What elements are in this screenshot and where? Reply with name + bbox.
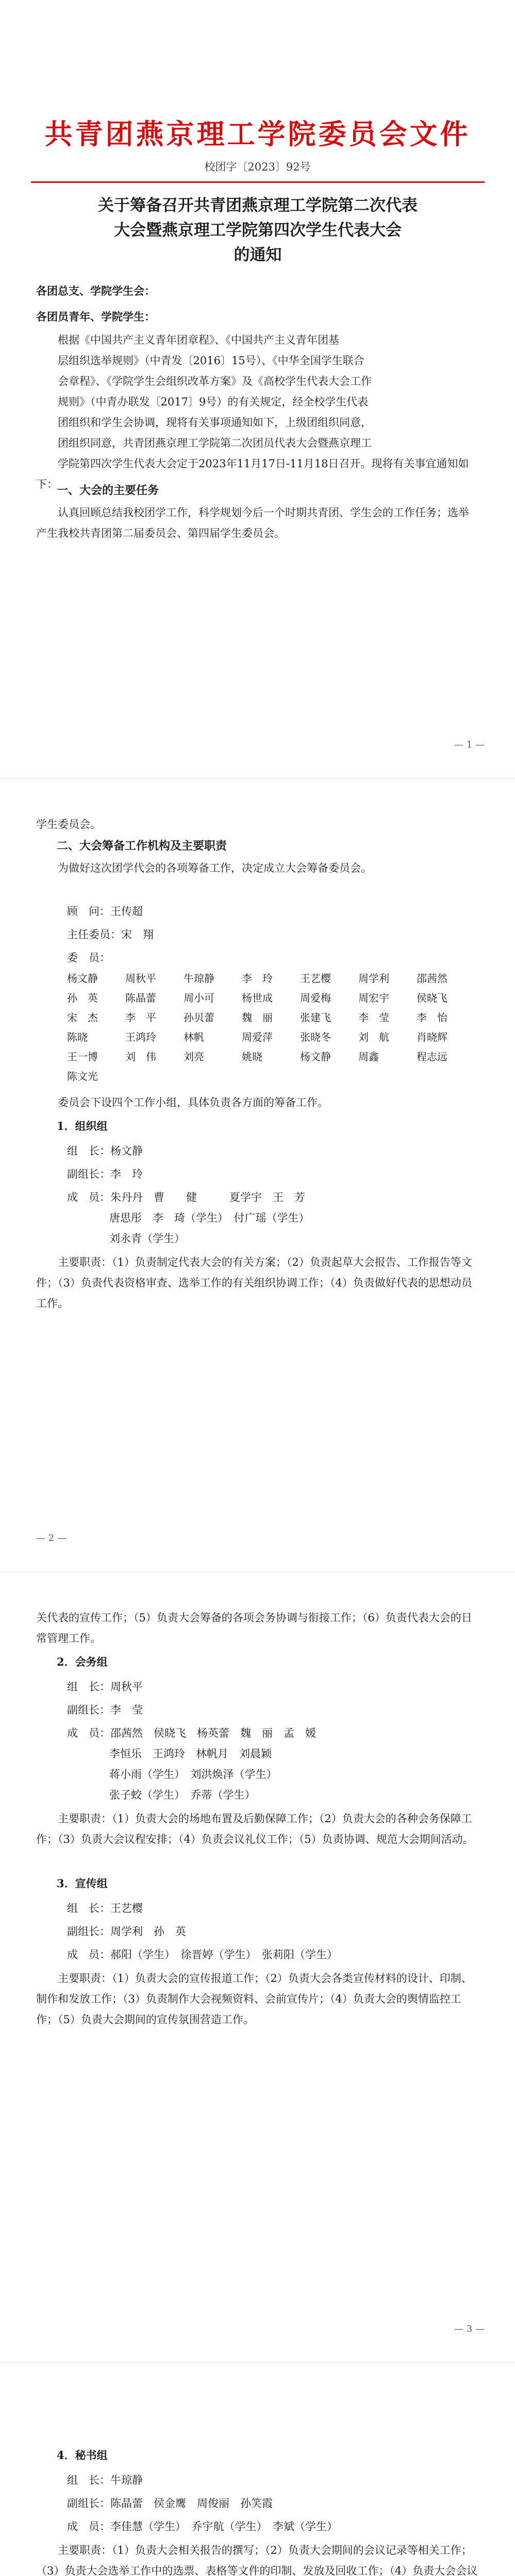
document-header-title: 共青团燕京理工学院委员会文件 <box>44 118 471 150</box>
committee-member: 刘 伟 <box>125 1050 156 1063</box>
group-3-deputy: 周学利 孙 英 <box>110 1925 186 1938</box>
committee-member: 姚晓 <box>242 1050 262 1063</box>
group-1-members-label: 成 员： <box>67 1191 110 1204</box>
committee-member: 李 平 <box>125 1011 156 1024</box>
director-label: 主任委员： <box>67 928 121 941</box>
group-3-members-line-1: 郝阳（学生） 徐晋婷（学生） 张莉阳（学生） <box>110 1948 338 1961</box>
group-1-deputy: 李 玲 <box>110 1168 143 1180</box>
committee-member: 王鸿玲 <box>125 1031 156 1043</box>
page-divider <box>0 2362 515 2363</box>
committee-member: 周鑫 <box>358 1050 379 1063</box>
committee-advisor-row <box>67 902 143 921</box>
group-2-deputy: 李 莹 <box>110 1704 143 1716</box>
committee-member: 陈文光 <box>67 1070 98 1082</box>
group-2-duties: 主要职责：（1）负责大会的场地布置及后勤保障工作；（2）负责大会的各种会务保障工作；（3）负责大会议程安排；（4）负责会议礼仪工作；（5）负责协调、规范大会期间活动。 <box>36 1812 474 1845</box>
section-2-title: 二、大会筹备工作机构及主要职责 <box>57 839 227 853</box>
committee-member: 王艺樱 <box>300 972 331 985</box>
group-2-deputy-row <box>67 1700 143 1720</box>
group-4-leader-label: 组 长： <box>67 2474 110 2486</box>
page-number-2: — 2 — <box>36 1533 67 1544</box>
document-number: 校团字〔2023〕92号 <box>204 161 311 173</box>
committee-member: 肖晓辉 <box>417 1031 447 1043</box>
group-1-members-row <box>67 1188 305 1207</box>
committee-member: 王一博 <box>67 1050 98 1063</box>
intro-paragraph <box>36 330 479 495</box>
committee-director-row <box>67 925 154 944</box>
committee-note: 委员会下设四个工作小组，具体负责各方面的筹备工作。 <box>58 1096 328 1109</box>
committee-member: 周爱梅 <box>300 992 331 1004</box>
group-3-leader-label: 组 长： <box>67 1902 110 1914</box>
intro-line: 规则》（中青办联发〔2017〕9号）的有关规定，经全校学生代表 <box>58 396 369 408</box>
group-4-deputy-label: 副组长： <box>67 2497 110 2510</box>
committee-member: 周小可 <box>184 992 214 1004</box>
page-divider <box>0 778 515 779</box>
group-2-members-line-4: 张子蛟（学生） 乔蒂（学生） <box>109 1789 256 1801</box>
committee-member: 张晓冬 <box>300 1031 331 1043</box>
group-1-leader-label: 组 长： <box>67 1145 110 1157</box>
group-3-deputy-label: 副组长： <box>67 1925 110 1938</box>
committee-member: 周爱萍 <box>242 1031 273 1043</box>
committee-member: 李 怡 <box>417 1011 447 1024</box>
committee-member: 陈晓 <box>67 1031 88 1043</box>
salutation-2: 各团员青年、学院学生： <box>36 310 155 323</box>
committee-member: 侯晓飞 <box>417 992 447 1004</box>
committee-member: 牛琼静 <box>184 972 214 985</box>
page-number-3: — 3 — <box>454 2324 485 2334</box>
group-4-duties: 主要职责：（1）负责大会相关报告的撰写；（2）负责大会期间的会议记录等相关工作；（3）负责大会选举工作中的选票、表格等文件的印制、发放及回收工作；（4）负责大会会议 <box>36 2544 478 2576</box>
group-3-members-label: 成 员： <box>67 1948 110 1961</box>
intro-line: 团组织和学生会协调，现将有关事项通知如下，上级团组织同意， <box>58 416 372 429</box>
group-2-members-line-1: 邵茜然 侯晓飞 杨英蕾 魏 丽 孟 媛 <box>110 1727 316 1739</box>
group-2-members-row <box>67 1723 316 1743</box>
group-1-duties: 主要职责：（1）负责制定代表大会的有关方案；（2）负责起草大会报告、工作报告等文件；（3）负责代表资格审查、选举工作的有关组织协调工作；（4）负责做好代表的思想动员工作。 <box>36 1256 472 1310</box>
group-1-duties-continued: 关代表的宣传工作；（5）负责大会筹备的各项会务协调与衔接工作；（6）负责代表大会的日常管理工作。 <box>36 1612 472 1645</box>
committee-member: 周学利 <box>358 972 389 985</box>
committee-member: 刘亮 <box>184 1050 204 1063</box>
group-3-members-row <box>67 1945 338 1964</box>
group-4-leader: 牛琼静 <box>110 2474 143 2486</box>
notice-title-line-1: 关于筹备召开共青团燕京理工学院第二次代表 <box>98 196 418 215</box>
group-3-deputy-row <box>67 1922 186 1941</box>
group-1-deputy-row <box>67 1164 143 1184</box>
intro-line: 团组织同意，共青团燕京理工学院第二次团员代表大会暨燕京理工 <box>58 437 372 449</box>
group-1-deputy-label: 副组长： <box>67 1168 110 1180</box>
committee-member: 周秋平 <box>125 972 156 985</box>
page-number-1: — 1 — <box>454 739 485 750</box>
committee-member: 孙 英 <box>67 992 98 1004</box>
group-4-members-row <box>67 2517 338 2536</box>
group-3-title: 3．宣传组 <box>57 1877 108 1890</box>
committee-members-label: 委 员： <box>67 952 110 964</box>
committee-member: 魏 丽 <box>242 1011 273 1024</box>
committee-member: 李 玲 <box>242 972 273 985</box>
intro-line: 学院第四次学生代表大会定于2023年11月17日-11月18日召开。现将有关事宜通知如下： <box>36 457 469 490</box>
group-4-members-label: 成 员： <box>67 2520 110 2533</box>
committee-member: 孙贝蕾 <box>184 1011 214 1024</box>
committee-member: 邵茜然 <box>417 972 447 985</box>
group-1-leader-row <box>67 1141 143 1161</box>
director-name: 宋 翔 <box>121 928 154 941</box>
committee-member: 李 莹 <box>358 1011 389 1024</box>
group-3-leader-row <box>67 1899 143 1918</box>
section-1-title: 一、大会的主要任务 <box>57 484 159 497</box>
header-red-rule <box>31 181 485 183</box>
group-2-leader-row <box>67 1677 143 1697</box>
notice-title <box>36 193 479 267</box>
notice-title-line-2: 大会暨燕京理工学院第四次学生代表大会 <box>114 221 402 240</box>
group-1-members-line-1: 朱丹丹 曹 健 夏学宇 王 芳 <box>110 1191 305 1204</box>
group-4-deputy-row <box>67 2494 273 2513</box>
committee-member: 程志远 <box>417 1050 447 1063</box>
group-2-leader-label: 组 长： <box>67 1681 110 1693</box>
committee-member: 杨世成 <box>242 992 273 1004</box>
group-4-members-line-1: 李佳慧（学生） 乔宇航（学生） 李斌（学生） <box>110 2520 338 2533</box>
group-2-leader: 周秋平 <box>110 1681 143 1693</box>
group-2-members-label: 成 员： <box>67 1727 110 1739</box>
intro-line: 会章程》、《学院学生会组织改革方案》及《高校学生代表大会工作 <box>58 375 372 387</box>
committee-member: 杨文静 <box>67 972 98 985</box>
intro-line: 根据《中国共产主义青年团章程》、《中国共产主义青年团基 <box>58 334 339 346</box>
section-1-continued: 学生委员会。 <box>36 818 101 831</box>
intro-line: 层组织选举规则》（中青发〔2016〕15号）、《中华全国学生联合 <box>58 354 364 367</box>
committee-member: 周宏宇 <box>358 992 389 1004</box>
notice-title-line-3: 的通知 <box>234 246 282 264</box>
section-2-intro: 为做好这次团学代会的各项筹备工作，决定成立大会筹备委员会。 <box>58 862 372 874</box>
group-4-title: 4．秘书组 <box>57 2449 108 2462</box>
committee-member: 陈晶蕾 <box>125 992 156 1004</box>
committee-member: 刘 航 <box>358 1031 389 1043</box>
committee-member: 张建飞 <box>300 1011 331 1024</box>
group-1-members-line-2: 唐思彤 李 琦（学生） 付广瑶（学生） <box>109 1212 310 1224</box>
group-1-leader: 杨文静 <box>110 1145 143 1157</box>
advisor-name: 王传超 <box>110 905 143 918</box>
committee-member: 林帆 <box>184 1031 204 1043</box>
group-3-leader: 王艺樱 <box>110 1902 143 1914</box>
group-2-title: 2．会务组 <box>57 1655 108 1668</box>
page-divider <box>0 1571 515 1572</box>
section-1-text: 认真回顾总结我校团学工作，科学规划今后一个时期共青团、学生会的工作任务；选举产生我校共青团第二届委员会、第四届学生委员会。 <box>36 506 469 539</box>
group-1-members-line-3: 刘永青（学生） <box>109 1232 185 1245</box>
committee-member: 宋 杰 <box>67 1011 98 1024</box>
committee-members-grid <box>67 969 479 1086</box>
group-4-leader-row <box>67 2470 143 2490</box>
group-2-members-line-2: 李恒乐 王鸿玲 林帆月 刘晨颖 <box>109 1748 272 1760</box>
salutation-1: 各团总支、学院学生会： <box>36 284 155 297</box>
committee-member: 杨文静 <box>300 1050 331 1063</box>
advisor-label: 顾 问： <box>67 905 110 918</box>
group-3-duties: 主要职责：（1）负责大会的宣传报道工作；（2）负责大会各类宣传材料的设计、印制、制作和发放工作；（3）负责制作大会视频资料、会前宣传片；（4）负责大会的舆情监控工作；（5）负责大会期间的宣传氛围营造工作。 <box>36 1972 472 2026</box>
group-2-deputy-label: 副组长： <box>67 1704 110 1716</box>
group-4-deputy: 陈晶蕾 侯金鹰 周俊丽 孙笑霞 <box>110 2497 273 2510</box>
group-1-title: 1．组织组 <box>57 1120 108 1132</box>
group-2-members-line-3: 蒋小雨（学生） 刘洪焕泽（学生） <box>109 1768 277 1781</box>
